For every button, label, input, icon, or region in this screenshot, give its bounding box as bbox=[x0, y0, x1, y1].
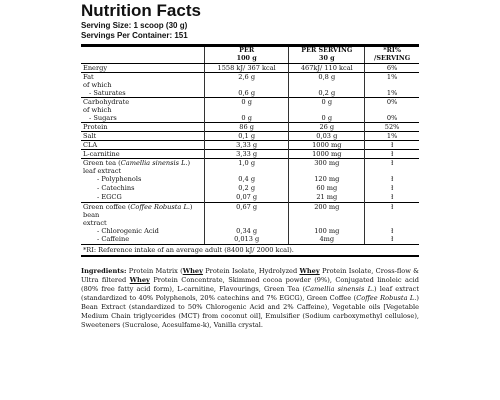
row-ri: ł bbox=[365, 193, 419, 203]
row-name: - Catechins bbox=[97, 184, 135, 192]
table-row bbox=[81, 141, 419, 150]
row-name bbox=[81, 159, 205, 176]
row-ri: ł bbox=[365, 159, 419, 176]
ingredients-text: Protein Concentrate, Skimmed cocoa powder (9%), Conjugated linoleic acid (80% free fatty acid form), L-carnitine, Flavourings, Green Tea ( bbox=[81, 276, 419, 293]
row-ri bbox=[365, 81, 419, 89]
row-name-part: extract bbox=[83, 219, 107, 227]
row-name: of which bbox=[83, 81, 112, 89]
ingredients-text: ) leaf extract (standardized to 40% Polyphenols, 20% catechins and 7% EGCG), Green Coffee ( bbox=[81, 285, 420, 302]
row-ri: ł bbox=[365, 141, 419, 150]
row-per100: 0,1 g bbox=[205, 132, 289, 141]
row-name: - Chlorogenic Acid bbox=[97, 227, 159, 235]
row-name: of which bbox=[83, 106, 112, 114]
row-name: Salt bbox=[81, 132, 205, 141]
row-per100: 0,4 g bbox=[205, 175, 289, 184]
table-row bbox=[81, 106, 419, 114]
row-ri: 1% bbox=[365, 73, 419, 82]
allergen-whey: Whey bbox=[182, 267, 203, 275]
row-ri bbox=[365, 106, 419, 114]
row-per100 bbox=[205, 81, 289, 89]
allergen-whey: Whey bbox=[129, 276, 150, 284]
header-perserving bbox=[289, 46, 365, 64]
row-ri: 1% bbox=[365, 132, 419, 141]
row-name-part: Green tea ( bbox=[83, 159, 121, 167]
row-name-latin: Coffee Robusta L. bbox=[130, 203, 190, 211]
ingredients-text: Protein Isolate, Hydrolyzed bbox=[202, 267, 300, 275]
ingredients-latin: Coffee Robusta L. bbox=[356, 294, 417, 302]
row-ri: ł bbox=[365, 150, 419, 159]
row-serving: 0,03 g bbox=[289, 132, 365, 141]
row-per100: 0,013 g bbox=[205, 235, 289, 244]
row-serving: 100 mg bbox=[289, 227, 365, 235]
ingredients-text: ) Bean Extract (standardized to 50% Chlorogenic Acid and 2% Caffeine), Vegetable oils [Vegetable Medium Chain triglycerides (MCT) from coconut oil], Emulsifier (Sodium carboxymethyl cellulose), Sweeteners (Sucralose, Acesulfame-k), Vanilla crystal. bbox=[81, 294, 419, 329]
row-per100: 0 g bbox=[205, 98, 289, 107]
nutrition-table bbox=[81, 44, 419, 244]
row-ri: ł bbox=[365, 227, 419, 235]
table-row bbox=[81, 175, 419, 184]
row-serving: 21 mg bbox=[289, 193, 365, 203]
row-name: Fat bbox=[81, 73, 205, 82]
row-name-part: Green coffee ( bbox=[83, 203, 131, 211]
ingredients-text: Protein Isolate, Cross-flow & Ultra filtered bbox=[81, 267, 419, 284]
header-per100 bbox=[205, 46, 289, 64]
row-serving: 4mg bbox=[289, 235, 365, 244]
row-name: L-carnitine bbox=[81, 150, 205, 159]
header-ri-line2: /SERVING bbox=[374, 53, 411, 62]
row-serving: 60 mg bbox=[289, 184, 365, 193]
serving-size: Serving Size: 1 scoop (30 g) bbox=[81, 21, 188, 30]
row-ri: ł bbox=[365, 235, 419, 244]
row-ri: 1% bbox=[365, 89, 419, 98]
table-row bbox=[81, 193, 419, 203]
header-perserving-line2: 30 g bbox=[319, 53, 335, 62]
row-per100: 1558 kJ/ 367 kcal bbox=[205, 64, 289, 73]
row-per100: 0,6 g bbox=[205, 89, 289, 98]
ingredients-text: Protein Matrix ( bbox=[128, 267, 183, 275]
table-row bbox=[81, 159, 419, 176]
header-per100-line1: PER bbox=[239, 46, 255, 54]
row-serving: 26 g bbox=[289, 123, 365, 132]
row-name: Carbohydrate bbox=[81, 98, 205, 107]
row-ri: ł bbox=[365, 203, 419, 228]
row-name: Protein bbox=[81, 123, 205, 132]
table-row bbox=[81, 227, 419, 235]
header-empty bbox=[81, 46, 205, 64]
row-per100: 3,33 g bbox=[205, 141, 289, 150]
table-row bbox=[81, 114, 419, 123]
row-name: - Caffeine bbox=[97, 235, 130, 243]
row-per100: 0 g bbox=[205, 114, 289, 123]
row-serving: 0,2 g bbox=[289, 89, 365, 98]
row-ri: 0% bbox=[365, 98, 419, 107]
row-per100: 86 g bbox=[205, 123, 289, 132]
table-row bbox=[81, 123, 419, 132]
table-row bbox=[81, 98, 419, 107]
row-ri: ł bbox=[365, 184, 419, 193]
allergen-whey: Whey bbox=[299, 267, 320, 275]
row-serving: 0 g bbox=[289, 114, 365, 123]
row-serving: 0 g bbox=[289, 98, 365, 107]
row-serving: 300 mg bbox=[289, 159, 365, 176]
row-serving bbox=[289, 81, 365, 89]
row-serving: 1000 mg bbox=[289, 141, 365, 150]
table-row bbox=[81, 203, 419, 228]
table-row bbox=[81, 184, 419, 193]
row-serving: 467kJ/ 110 kcal bbox=[289, 64, 365, 73]
header-perserving-line1: PER SERVING bbox=[301, 46, 353, 54]
row-name: - Sugars bbox=[89, 114, 117, 122]
servings-per-container: Servings Per Container: 151 bbox=[81, 31, 188, 40]
ingredients-paragraph bbox=[81, 267, 419, 330]
row-name-part: leaf extract bbox=[83, 167, 122, 175]
row-name: - EGCG bbox=[97, 193, 122, 201]
row-name: CLA bbox=[81, 141, 205, 150]
ingredients-latin: Camellia sinensis L. bbox=[305, 285, 375, 293]
row-name: - Saturates bbox=[89, 89, 126, 97]
header-per100-line2: 100 g bbox=[236, 53, 257, 62]
row-serving: 120 mg bbox=[289, 175, 365, 184]
row-ri: 0% bbox=[365, 114, 419, 123]
footnote: *RI: Reference intake of an average adult (8400 kJ/ 2000 kcal). bbox=[81, 244, 419, 257]
row-per100: 0,34 g bbox=[205, 227, 289, 235]
header-ri bbox=[365, 46, 419, 64]
table-row bbox=[81, 81, 419, 89]
row-per100: 2,6 g bbox=[205, 73, 289, 82]
row-ri: 52% bbox=[365, 123, 419, 132]
row-per100: 1,0 g bbox=[205, 159, 289, 176]
row-serving: 1000 mg bbox=[289, 150, 365, 159]
ingredients-label: Ingredients: bbox=[81, 267, 127, 275]
row-serving: 0,8 g bbox=[289, 73, 365, 82]
row-name bbox=[81, 203, 205, 228]
table-row bbox=[81, 89, 419, 98]
row-per100: 0,07 g bbox=[205, 193, 289, 203]
row-per100: 0,2 g bbox=[205, 184, 289, 193]
row-serving bbox=[289, 106, 365, 114]
row-serving: 200 mg bbox=[289, 203, 365, 228]
page-title: Nutrition Facts bbox=[81, 1, 201, 20]
row-ri: ł bbox=[365, 175, 419, 184]
row-name-part: ) bean bbox=[83, 203, 193, 219]
row-per100: 3,33 g bbox=[205, 150, 289, 159]
row-name-latin: Camellia sinensis L. bbox=[120, 159, 188, 167]
row-per100 bbox=[205, 106, 289, 114]
row-name: Energy bbox=[83, 64, 108, 72]
table-header bbox=[81, 46, 419, 64]
row-name-part: ) bbox=[187, 159, 191, 167]
table-row bbox=[81, 150, 419, 159]
nutrition-label bbox=[81, 0, 419, 330]
row-name: - Polyphenols bbox=[97, 175, 142, 183]
row-ri: 6% bbox=[365, 64, 419, 73]
table-row bbox=[81, 64, 419, 73]
table-row bbox=[81, 132, 419, 141]
table-row bbox=[81, 235, 419, 244]
table-row bbox=[81, 73, 419, 82]
row-per100: 0,67 g bbox=[205, 203, 289, 228]
header-ri-line1: *RI% bbox=[383, 46, 401, 54]
